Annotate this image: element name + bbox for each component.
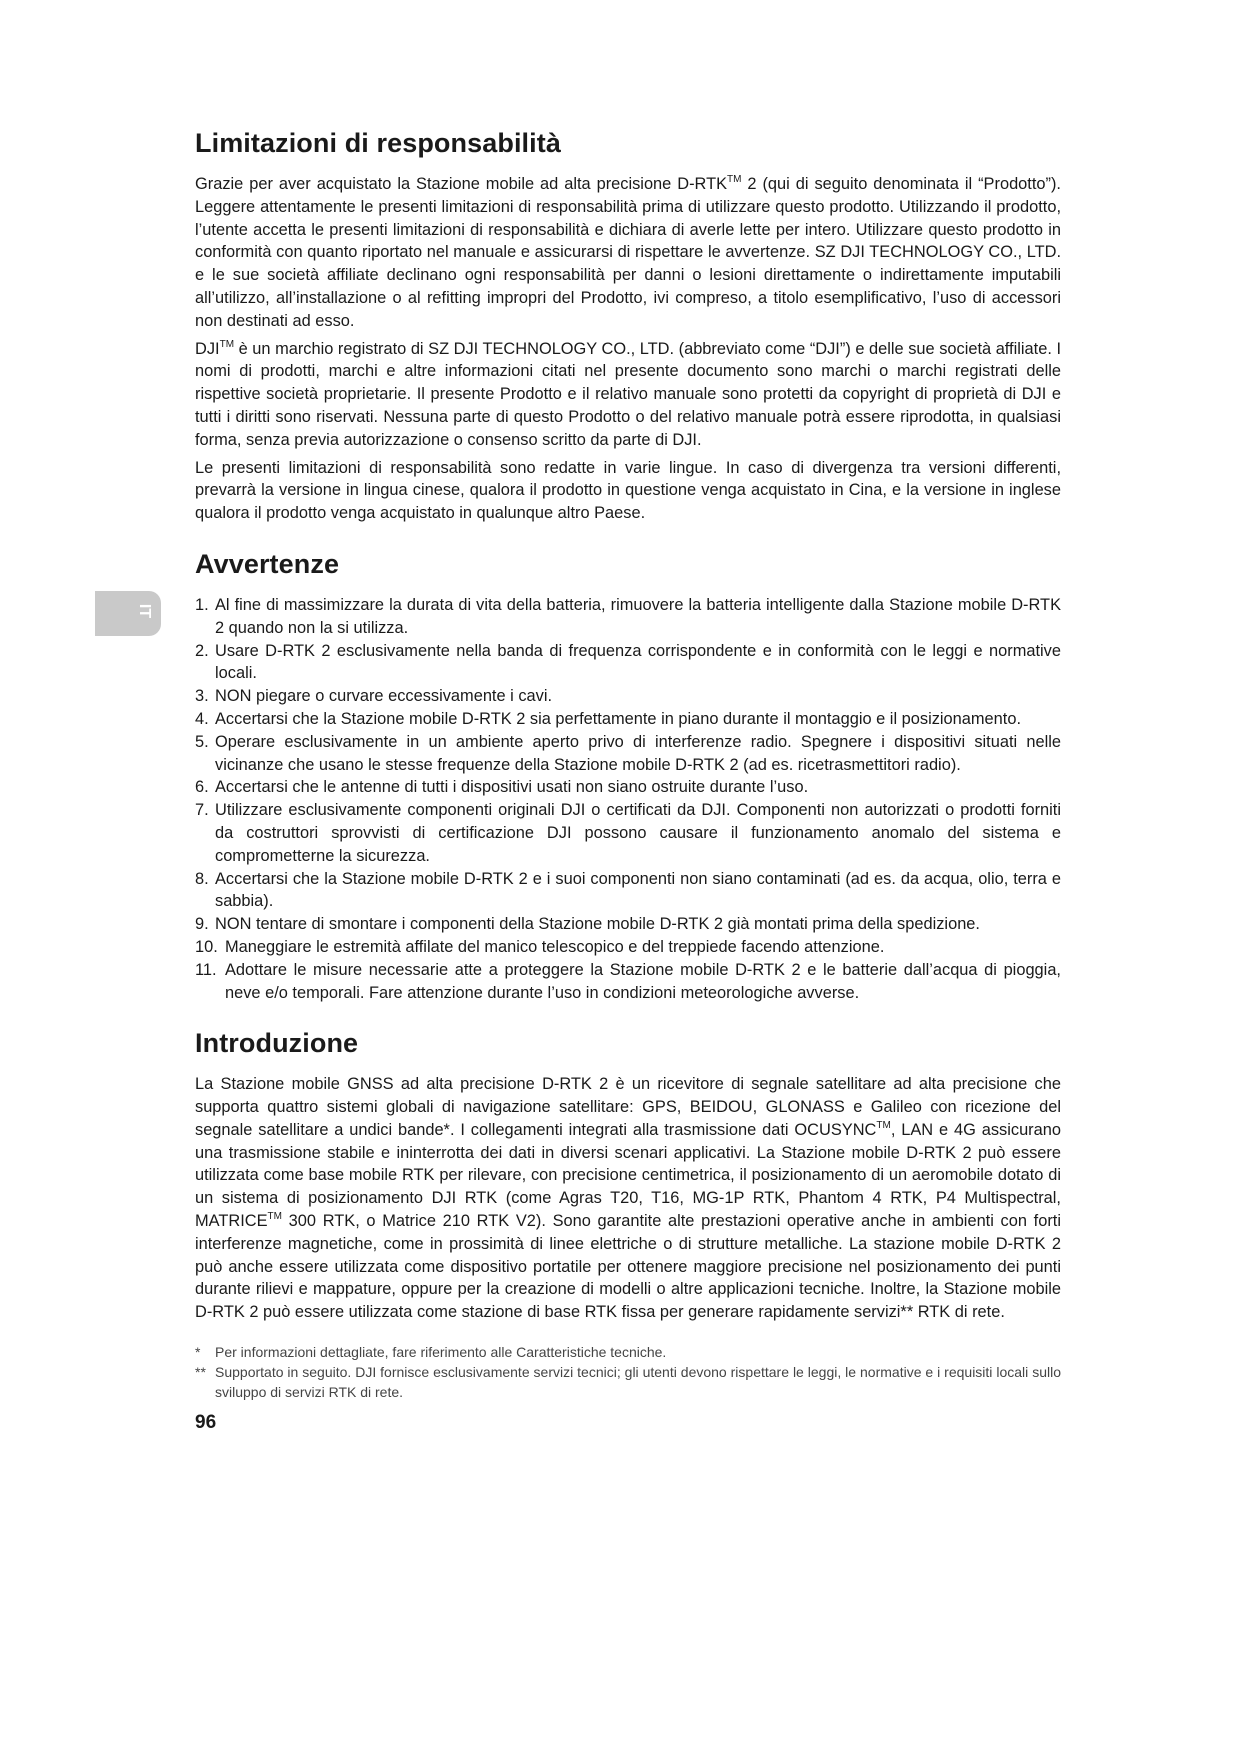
trademark-mark: TM <box>876 1119 891 1131</box>
intro-title: Introduzione <box>195 1028 359 1059</box>
disclaimer-section <box>195 128 1061 525</box>
disclaimer-paragraph-1: Grazie per aver acquistato la Stazione mobile ad alta precisione D-RTK™ 2 (qui di seguito denominata il “Prodotto”). Leggere attentamente le presenti limitazioni di responsabilità prima di utilizzare questo prodotto. Utilizzando il prodotto, l’utente accetta le presenti limitazioni di responsabilità e dichiara di averle lette per intero. Utilizzare questo prodotto in conformità con quanto riportato nel manuale e assicurarsi di rispettare le avvertenze. SZ DJI TECHNOLOGY CO., LTD. e le sue società affiliate declinano ogni responsabilità per danni o lesioni direttamente o indirettamente imputabili all’utilizzo, all’installazione o al refitting impropri del Prodotto, ivi compreso, a titolo esemplificativo, l’uso di accessori non destinati ad esso. <box>195 174 1061 330</box>
trademark-mark: TM <box>727 174 742 185</box>
trademark-mark: TM <box>267 1211 282 1223</box>
warnings-section <box>195 549 1061 1004</box>
warning-item: 1. Al fine di massimizzare la durata di vita della batteria, rimuovere la batteria intelligente dalla Stazione mobile D-RTK 2 quando non la si utilizza. <box>195 595 1061 637</box>
language-side-tab <box>95 591 161 636</box>
disclaimer-title: Limitazioni di responsabilità <box>195 128 561 158</box>
warning-item: 11. Adottare le misure necessarie atte a proteggere la Stazione mobile D-RTK 2 e le batterie dall’acqua di pioggia, neve e/o temporali. Fare attenzione durante l’uso in condizioni meteorologiche avverse. <box>195 960 1061 1002</box>
warnings-list <box>195 594 1061 1004</box>
disclaimer-paragraph-3: Le presenti limitazioni di responsabilità sono redatte in varie lingue. In caso di divergenza tra versioni differenti, prevarrà la versione in lingua cinese, qualora il prodotto in questione venga acquistato in Cina, e la versione in inglese qualora il prodotto venga acquistato in qualunque altro Paese. <box>195 458 1061 523</box>
warning-item: 10. Maneggiare le estremità affilate del manico telescopico e del treppiede facendo attenzione. <box>195 937 885 956</box>
page-number: 96 <box>195 1412 217 1434</box>
intro-section <box>195 1028 1061 1324</box>
warning-item: 8. Accertarsi che la Stazione mobile D-RTK 2 e i suoi componenti non siano contaminati (ad es. da acqua, olio, terra e sabbia). <box>195 869 1061 911</box>
warning-item: 2. Usare D-RTK 2 esclusivamente nella banda di frequenza corrispondente e in conformità con le leggi e normative locali. <box>195 641 1061 683</box>
warning-item: 3. NON piegare o curvare eccessivamente i cavi. <box>195 687 553 706</box>
language-tab-label: IT <box>136 603 154 619</box>
warnings-title: Avvertenze <box>195 548 340 579</box>
footnote: * Per informazioni dettagliate, fare riferimento alle Caratteristiche tecniche. <box>195 1344 667 1361</box>
trademark-mark: TM <box>219 338 235 350</box>
warning-item: 5. Operare esclusivamente in un ambiente aperto privo di interferenze radio. Spegnere i dispositivi situati nelle vicinanze che usano le stesse frequenze della Stazione mobile D-RTK 2 (ad es. ricetrasmettitori radio). <box>195 732 1061 774</box>
warning-item: 4. Accertarsi che la Stazione mobile D-RTK 2 sia perfettamente in piano durante il montaggio e il posizionamento. <box>195 709 1021 728</box>
warning-item: 6. Accertarsi che le antenne di tutti i dispositivi usati non siano ostruite durante l’uso. <box>195 778 809 797</box>
warning-item: 9. NON tentare di smontare i componenti della Stazione mobile D-RTK 2 già montati prima della spedizione. <box>195 915 980 934</box>
manual-page <box>195 128 1061 1434</box>
intro-paragraph: La Stazione mobile GNSS ad alta precisione D-RTK 2 è un ricevitore di segnale satellitare ad alta precisione che supporta quattro sistemi globali di navigazione satellitare: GPS, BEIDOU, GLONASS e Galileo con ricezione del segnale satellitare a undici bande*. I collegamenti integrati alla trasmissione dati OCUSYNC™, LAN e 4G assicurano una trasmissione stabile e ininterrotta dei dati in diversi scenari applicativi. La Stazione mobile D-RTK 2 può essere utilizzata come base mobile RTK per rilevare, con precisione centimetrica, il posizionamento di un aeromobile dotato di un sistema di posizionamento DJI RTK (come Agras T20, T16, MG-1P RTK, Phantom 4 RTK, P4 Multispectral, MATRICE™ 300 RTK, o Matrice 210 RTK V2). Sono garantite alte prestazioni operative anche in ambienti con forti interferenze magnetiche, come in prossimità di linee elettriche o di strutture metalliche. La stazione mobile D-RTK 2 può anche essere utilizzata come dispositivo portatile per ottenere maggiore precisione nel posizionamento dei punti durante rilievi e mappature, oppure per la creazione di modelli o altre applicazioni tecniche. Inoltre, la Stazione mobile D-RTK 2 può essere utilizzata come stazione di base RTK fissa per generare rapidamente servizi** RTK di rete. <box>195 1075 1061 1322</box>
footnote: ** Supportato in seguito. DJI fornisce esclusivamente servizi tecnici; gli utenti devono rispettare le leggi, le normative e i requisiti locali sullo sviluppo di servizi RTK di rete. <box>195 1364 1061 1401</box>
disclaimer-paragraph-2: DJI™ è un marchio registrato di SZ DJI TECHNOLOGY CO., LTD. (abbreviato come “DJI”) e delle sue società affiliate. I nomi di prodotti, marchi e altre informazioni citati nel presente documento sono marchi o marchi registrati delle rispettive società proprietarie. Il presente Prodotto e il relativo manuale sono protetti da copyright di proprietà di DJI e tutti i diritti sono riservati. Nessuna parte di questo Prodotto o del relativo manuale potrà essere riprodotta, in qualsiasi forma, senza previa autorizzazione o consenso scritto da parte di DJI. <box>195 338 1061 449</box>
warning-item: 7. Utilizzare esclusivamente componenti originali DJI o certificati da DJI. Componenti non autorizzati o prodotti forniti da costruttori sprovvisti di certificazione DJI possono causare il funzionamento anomalo del sistema e comprometterne la sicurezza. <box>195 801 1061 865</box>
footnotes <box>195 1342 1061 1402</box>
